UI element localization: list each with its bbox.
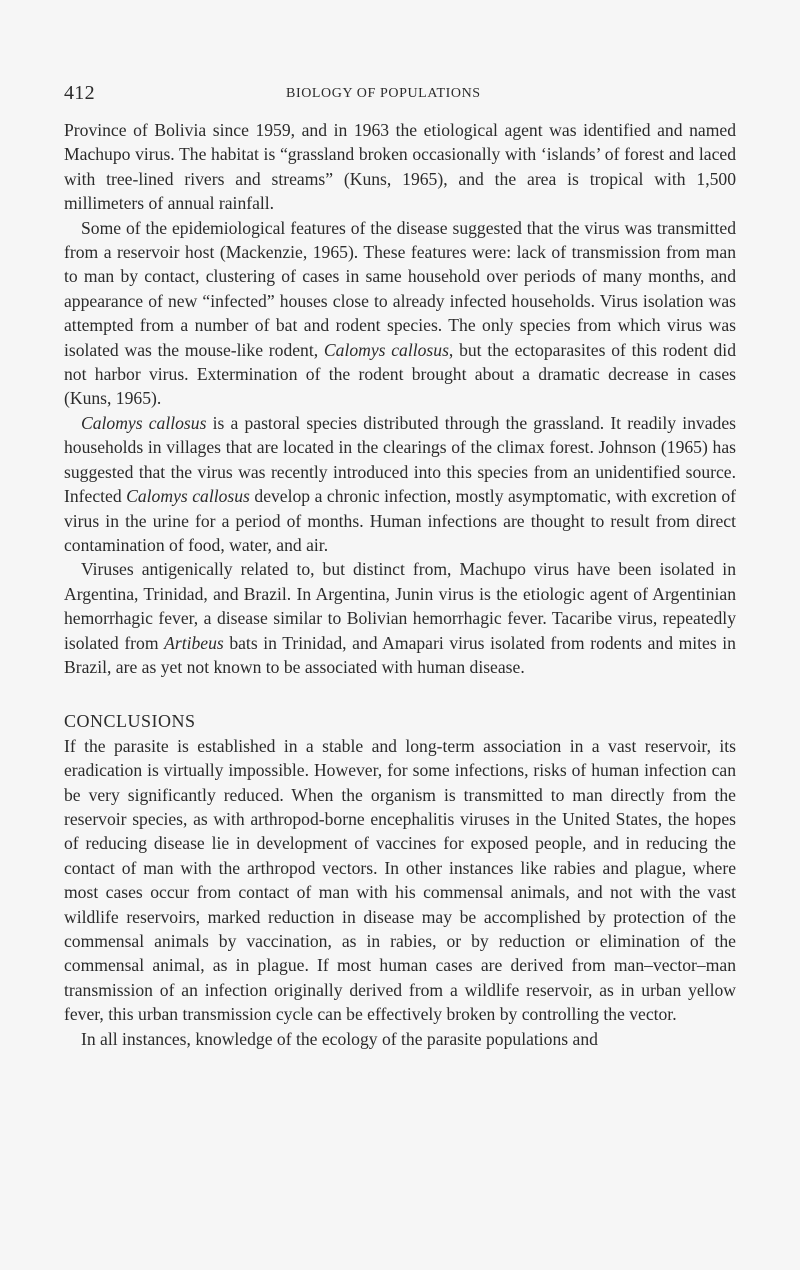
paragraph-2-text-a: Some of the epidemiological features of the disease suggested that the virus was transmitted from a reservoir host (Mackenzie, 1965). These features were: lack of transmission from man to man by contact, clustering of cases in same household over periods of many months, and appearance of new “infected” houses close to already infected households. Virus isolation was attempted from a number of bat and rodent species. The only species from which virus was isolated was the mouse-like rodent, [64, 217, 736, 360]
species-name: Calomys callosus [81, 412, 207, 433]
paragraph-6 [64, 1027, 736, 1051]
species-name: Calomys callosus [126, 486, 250, 507]
paragraph-3-text-a: is a pastoral species distributed through the grassland. It readily invades households in villages that are located in the clearings of the climax forest. Johnson (1965) has suggested that the virus was recently introduced into this species from an unidentified source. Infected [64, 412, 736, 507]
paragraph-4-text-b: bats in Trinidad, and Amapari virus isolated from rodents and mites in Brazil, are as yet not known to be associated with human disease. [64, 632, 736, 677]
paragraph-3 [64, 411, 736, 557]
paragraph-3-text-b: develop a chronic infection, mostly asymptomatic, with excretion of virus in the urine for a period of months. Human infections are thought to result from direct contamination of food, water, and air. [64, 486, 736, 555]
paragraph-2 [64, 216, 736, 411]
running-title: BIOLOGY OF POPULATIONS [286, 86, 481, 101]
paragraph-6-text: In all instances, knowledge of the ecology of the parasite populations and [81, 1028, 598, 1049]
body-text [64, 118, 736, 1051]
paragraph-4 [64, 557, 736, 679]
paragraph-5-text: If the parasite is established in a stable and long-term association in a vast reservoir, its eradication is virtually impossible. However, for some infections, risks of human infection can be very significantly reduced. When the organism is transmitted to man directly from the reservoir species, as with arthropod-borne encephalitis viruses in the United States, the hopes of reducing disease lie in development of vaccines for exposed people, and in reducing the contact of man with the arthropod vectors. In other instances like rabies and plague, where most cases occur from contact of man with his commensal animals, and not with the vast wildlife reservoirs, marked reduction in disease may be accomplished by protection of the commensal animals by vaccination, as in rabies, or by reduction or elimination of the commensal animal, as in plague. If most human cases are derived from man–vector–man transmission of an infection originally derived from a wildlife reservoir, as in urban yellow fever, this urban transmission cycle can be effectively broken by controlling the vector. [64, 735, 736, 1025]
paragraph-5 [64, 734, 736, 1027]
paragraph-4-text-a: Viruses antigenically related to, but distinct from, Machupo virus have been isolated in Argentina, Trinidad, and Brazil. In Argentina, Junin virus is the etiologic agent of Argentinian hemorrhagic fever, a disease similar to Bolivian hemorrhagic fever. Tacaribe virus, repeatedly isolated from [64, 559, 736, 653]
page-header [64, 82, 736, 112]
paragraph-2-text-b: , but the ectoparasites of this rodent did not harbor virus. Extermination of the rodent brought about a dramatic decrease in cases (Kuns, 1965). [64, 339, 736, 409]
section-heading: CONCLUSIONS [64, 711, 196, 732]
page-number: 412 [64, 82, 95, 104]
species-name: Calomys callosus [323, 339, 449, 360]
paragraph-1 [64, 118, 736, 216]
paragraph-1-text: Province of Bolivia since 1959, and in 1963 the etiological agent was identified and named Machupo virus. The habitat is “grassland broken occasionally with ‘islands’ of forest and laced with tree-lined rivers and streams” (Kuns, 1965), and the area is tropical with 1,500 millimeters of annual rainfall. [64, 120, 736, 214]
genus-name: Artibeus [164, 632, 224, 653]
